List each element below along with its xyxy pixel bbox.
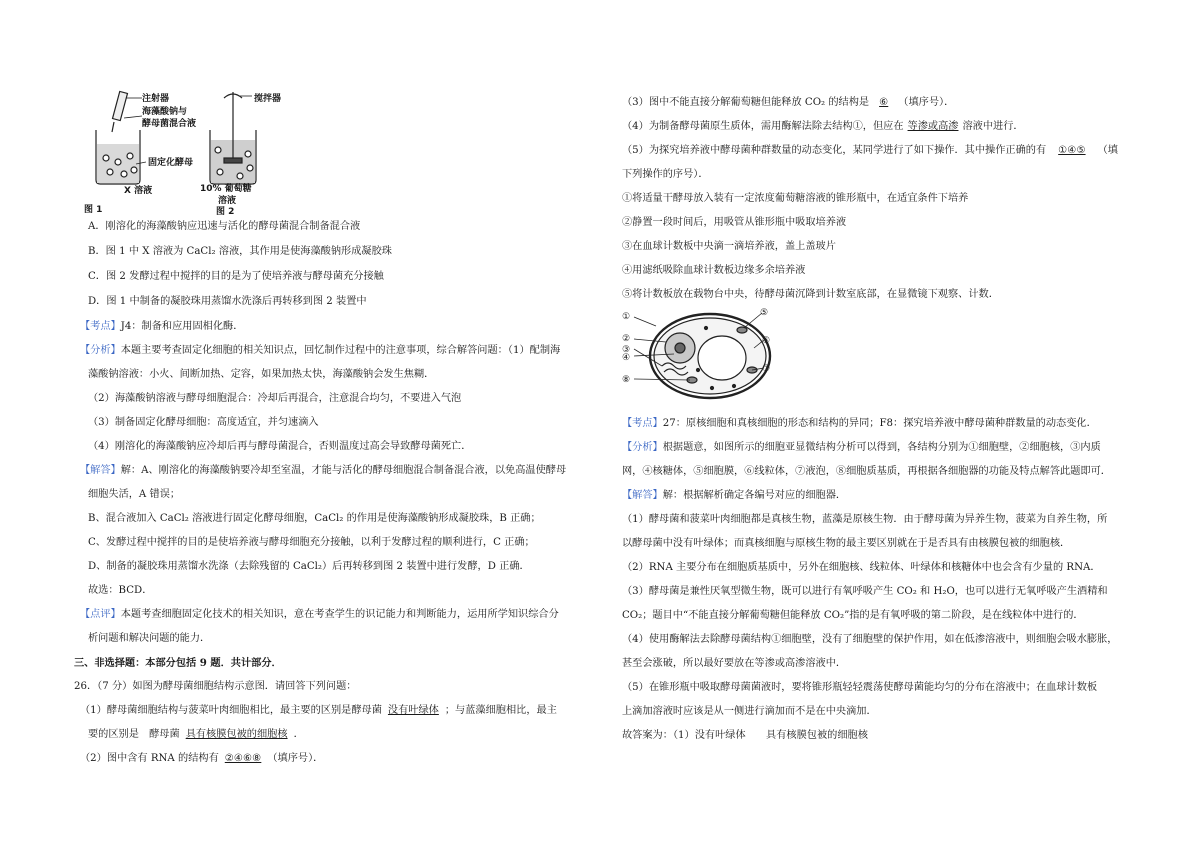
q26-part1-answer1: 没有叶绿体	[387, 705, 439, 716]
step-3: ③在血球计数板中央滴一滴培养液，盖上盖玻片	[622, 241, 836, 252]
beaker-2	[210, 92, 256, 184]
fenxi-line-5: （4）刚溶化的海藻酸钠应冷却后再与酵母菌混合，否则温度过高会导致酵母菌死亡．	[88, 441, 472, 452]
figure1-label-immobilized-yeast: 固定化酵母	[148, 158, 194, 168]
jieda-line-5: D、制备的凝胶珠用蒸馏水洗涤（去除残留的 CaCl₂）后再转移到图 2 装置中进行发酵，D 正确．	[88, 561, 530, 572]
step-1: ①将适量干酵母放入装有一定浓度葡萄糖溶液的锥形瓶中，在适宜条件下培养	[622, 193, 969, 204]
figure1-caption: 图 1	[84, 205, 103, 215]
kaodian-text: J4：制备和应用固相化酶．	[120, 321, 244, 332]
q26-part2-answer: ②④⑥⑧	[224, 753, 262, 764]
r-jieda-line-8: （5）在锥形瓶中吸取酵母菌菌液时，要将锥形瓶轻轻震荡使酵母菌能均匀的分布在溶液中；在血球计数板	[622, 682, 1098, 693]
q26-part1-text: （1）酵母菌细胞结构与菠菜叶肉细胞相比，最主要的区别是酵母菌	[80, 705, 382, 716]
dianping-tag: 【点评】	[80, 609, 121, 620]
option-b: B．图 1 中 X 溶液为 CaCl₂ 溶液，其作用是使海藻酸钠形成凝胶珠	[88, 246, 392, 257]
r-kaodian-text: 27：原核细胞和真核细胞的形态和结构的异同；F8：探究培养液中酵母菌种群数量的动态变化．	[662, 418, 1097, 429]
q26-part5-answer: ①④⑤	[1058, 145, 1086, 156]
cell-label-1: ①	[622, 312, 631, 322]
figure1-label-yeast-mixture: 酵母菌混合液	[142, 119, 197, 129]
option-c: C．图 2 发酵过程中搅拌的目的是为了使培养液与酵母菌充分接触	[88, 271, 384, 282]
cell-label-2: ②	[622, 334, 631, 344]
r-jieda-line-0	[622, 489, 846, 503]
r-jieda-line-1: （1）酵母菌和菠菜叶肉细胞都是真核生物，蓝藻是原核生物．由于酵母菌为异养生物，菠菜为自养生物，所	[622, 514, 1108, 525]
vacuole	[698, 336, 746, 380]
r-fenxi-text-1: 根据题意，如图所示的细胞亚显微结构分析可以得到，各结构分别为①细胞壁，②细胞核，③内质	[662, 442, 1101, 453]
r-jieda-line-5: CO₂；题目中“不能直接分解葡萄糖但能释放 CO₂”指的是有氧呼吸的第二阶段，是在线粒体中进行的．	[622, 610, 1084, 621]
r-jieda-line-9: 上滴加溶液时应该是从一侧进行滴加而不是在中央滴加．	[622, 706, 877, 717]
fenxi-text-1: 本题主要考查固定化细胞的相关知识点，回忆制作过程中的注意事项，综合解答问题：（1）配制海	[120, 345, 561, 356]
q26-part3-text: （3）图中不能直接分解葡萄糖但能释放 CO₂ 的结构是	[622, 97, 870, 108]
question-26: 26．（7 分）如图为酵母菌细胞结构示意图．请回答下列问题：	[74, 681, 357, 692]
fenxi-line-1	[80, 344, 560, 358]
r-jieda-line-3: （2）RNA 主要分布在细胞质基质中，另外在细胞核、线粒体、叶绿体和核糖体中也会含有少量的 RNA．	[622, 562, 1101, 573]
r-jieda-tag: 【解答】	[622, 490, 663, 501]
figure1-label-syringe: 注射器	[142, 94, 170, 104]
q26-part4-answer: 等渗或高渗	[907, 121, 959, 132]
kaodian-line	[80, 320, 243, 334]
figure1-label-x-solution: X 溶液	[124, 186, 153, 196]
kaodian-tag: 【考点】	[80, 321, 121, 332]
fenxi-line-4: （3）制备固定化酵母细胞：高度适宜，并匀速滴入	[88, 417, 319, 428]
r-fenxi-line-2: 网，④核糖体，⑤细胞膜，⑥线粒体，⑦液泡，⑧细胞质基质，再根据各细胞器的功能及特点解答此题即可．	[622, 466, 1111, 477]
q26-part3	[622, 96, 954, 110]
step-2: ②静置一段时间后，用吸管从锥形瓶中吸取培养液	[622, 217, 847, 228]
cell-label-7: ⑦	[762, 364, 771, 374]
q26-part5-text-end: （填	[1097, 145, 1118, 156]
q26-part5-line2: 下列操作的序号）．	[622, 169, 709, 180]
r-jieda-text-0: 解：根据解析确定各编号对应的细胞器．	[662, 490, 847, 501]
jieda-line-6: 故选：BCD．	[88, 585, 153, 596]
jieda-line-3: B、混合液加入 CaCl₂ 溶液进行固定化酵母细胞，CaCl₂ 的作用是使海藻酸钠形成凝胶珠，B 正确；	[88, 513, 541, 524]
r-jieda-line-6: （4）使用酶解法去除酵母菌结构①细胞壁，没有了细胞壁的保护作用，如在低渗溶液中，则细胞会吸水膨胀，	[622, 634, 1118, 645]
q26-part5-text: （5）为探究培养液中酵母菌种群数量的动态变化，某同学进行了如下操作．其中操作正确的有	[622, 145, 1047, 156]
q26-part3-text-end: （填序号）．	[898, 97, 955, 108]
figure1-label-sodium-alginate: 海藻酸钠与	[142, 107, 188, 117]
section-heading: 三、非选择题：本部分包括 9 题．共计部分．	[74, 657, 282, 669]
r-jieda-line-4: （3）酵母菌是兼性厌氧型微生物，既可以进行有氧呼吸产生 CO₂ 和 H₂O，也可以进行无氧呼吸产生酒精和	[622, 586, 1108, 597]
figure2-label-stirrer: 搅拌器	[254, 94, 282, 104]
figure2-label-solution: 溶液	[218, 196, 237, 206]
step-4: ④用滤纸吸除血球计数板边缘多余培养液	[622, 265, 806, 276]
cell-label-3: ③	[622, 345, 631, 355]
option-a: A．刚溶化的海藻酸钠应迅速与活化的酵母菌混合制备混合液	[88, 221, 361, 232]
q26-part1-text2: 要的区别是 酵母菌	[88, 729, 180, 740]
dianping-text-1: 本题考查细胞固定化技术的相关知识，意在考查学生的识记能力和判断能力，运用所学知识综合分	[120, 609, 559, 620]
q26-part3-answer: ⑥	[879, 97, 889, 108]
dianping-line-2: 析问题和解决问题的能力．	[88, 633, 211, 644]
jieda-line-2: 细胞失活，A 错误；	[88, 489, 181, 500]
cell-label-6: ⑥	[762, 336, 771, 346]
q26-part1-line2	[88, 728, 304, 742]
syringe-drawing	[112, 91, 127, 132]
dianping-line-1	[80, 608, 559, 622]
cell-label-5: ⑤	[760, 308, 769, 318]
r-fenxi-line-1	[622, 441, 1101, 455]
fenxi-tag: 【分析】	[80, 345, 121, 356]
q26-part4-text: （4）为制备酵母菌原生质体，需用酶解法除去结构①，但应在	[622, 121, 904, 132]
yeast-cell-diagram	[622, 308, 792, 408]
q26-part1-line1	[80, 704, 557, 718]
r-kaodian-tag: 【考点】	[622, 418, 663, 429]
jieda-tag: 【解答】	[80, 465, 121, 476]
q26-part5-line1	[622, 144, 1118, 158]
r-jieda-line-2: 以酵母菌中没有叶绿体；而真核细胞与原核生物的最主要区别就在于是否具有由核膜包被的细胞核．	[622, 538, 1071, 549]
answer-line: 故答案为：（1）没有叶绿体 具有核膜包被的细胞核	[622, 730, 868, 741]
r-fenxi-tag: 【分析】	[622, 442, 663, 453]
fenxi-line-3: （2）海藻酸钠溶液与酵母细胞混合：冷却后再混合，注意混合均匀，不要进入气泡	[88, 393, 462, 404]
jieda-text-1: 解：A、刚溶化的海藻酸钠要冷却至室温，才能与活化的酵母细胞混合制备混合液，以免高温使酵母	[120, 465, 567, 476]
figure2-caption: 图 2	[216, 207, 235, 217]
option-d: D．图 1 中制备的凝胶珠用蒸馏水洗涤后再转移到图 2 装置中	[88, 296, 367, 307]
q26-part1-text2-end: ．	[293, 729, 304, 740]
q26-part2-text-end: （填序号）．	[267, 753, 324, 764]
q26-part1-text-end: ；与蓝藻细胞相比，最主	[444, 705, 557, 716]
q26-part1-answer2: 具有核膜包被的细胞核	[185, 729, 288, 740]
beaker-1	[96, 130, 140, 184]
figure2-label-glucose: 10% 葡萄糖	[200, 184, 252, 194]
q26-part4	[622, 120, 1024, 134]
jieda-line-1	[80, 464, 566, 478]
cell-label-4: ④	[622, 353, 631, 363]
q26-part2-text: （2）图中含有 RNA 的结构有	[80, 753, 219, 764]
q26-part2	[80, 752, 323, 766]
r-kaodian-line	[622, 417, 1097, 431]
fenxi-line-2: 藻酸钠溶液：小火、间断加热、定容，如果加热太快，海藻酸钠会发生焦糊．	[88, 369, 435, 380]
q26-part4-text-end: 溶液中进行．	[962, 121, 1024, 132]
jieda-line-4: C、发酵过程中搅拌的目的是使培养液与酵母细胞充分接触，以利于发酵过程的顺利进行，C 正确；	[88, 537, 535, 548]
step-5: ⑤将计数板放在载物台中央，待酵母菌沉降到计数室底部，在显微镜下观察、计数．	[622, 289, 999, 300]
r-jieda-line-7: 甚至会涨破，所以最好要放在等渗或高渗溶液中．	[622, 658, 847, 669]
cell-label-8: ⑧	[622, 375, 631, 385]
immobilized-yeast-figure	[90, 88, 330, 218]
